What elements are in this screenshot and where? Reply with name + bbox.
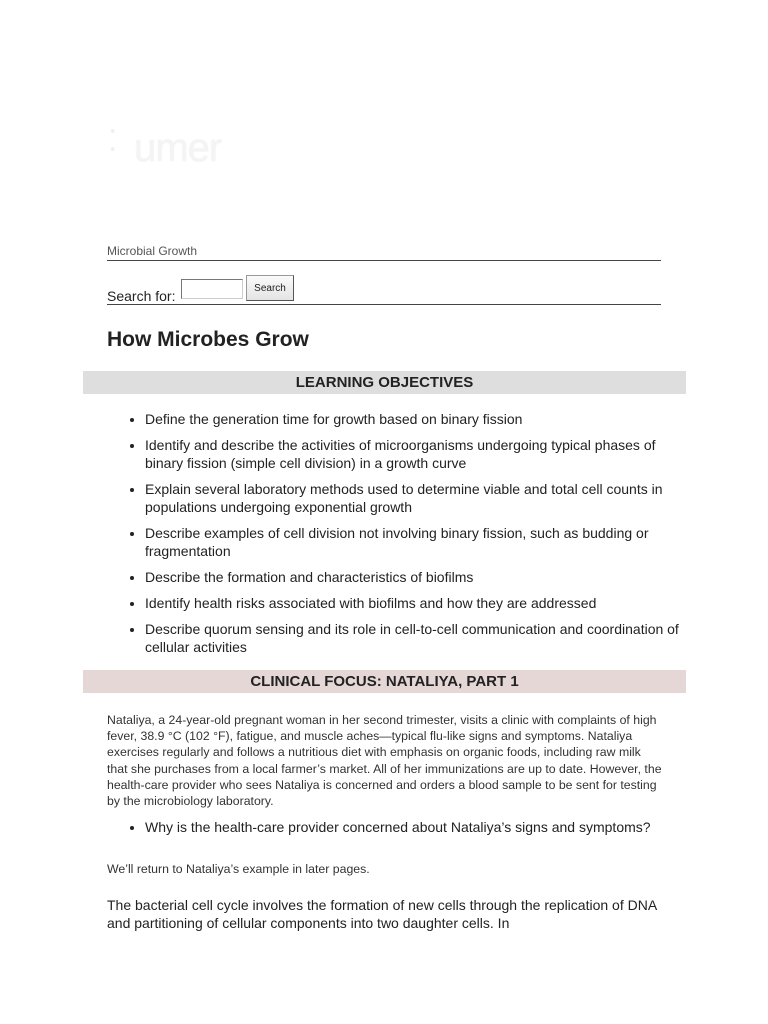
list-item: • Define the generation time for growth based on binary fission bbox=[145, 410, 685, 428]
list-item: • Describe the formation and characteristics of biofilms bbox=[145, 568, 685, 586]
list-item: • Describe examples of cell division not involving binary fission, such as budding or fragmentation bbox=[145, 524, 685, 560]
search-input[interactable] bbox=[181, 279, 243, 299]
list-item: • Identify health risks associated with biofilms and how they are addressed bbox=[145, 594, 685, 612]
search-bar bbox=[107, 272, 661, 305]
learning-objectives-heading: LEARNING OBJECTIVES bbox=[83, 371, 686, 394]
search-button[interactable]: Search bbox=[246, 275, 294, 301]
list-item: • Explain several laboratory methods used to determine viable and total cell counts in populations undergoing exponential growth bbox=[145, 480, 685, 516]
logo-text: umer bbox=[134, 126, 222, 170]
list-item: • Describe quorum sensing and its role in cell-to-cell communication and coordination of cellular activities bbox=[145, 620, 685, 656]
logo-mark-icon: ⁚ bbox=[108, 125, 118, 158]
breadcrumb[interactable]: Microbial Growth bbox=[107, 243, 661, 261]
body-paragraph: The bacterial cell cycle involves the formation of new cells through the replication of DNA and partitioning of cellular components into two daughter cells. In bbox=[107, 897, 657, 931]
clinical-question-list bbox=[107, 818, 685, 836]
list-item: • Identify and describe the activities of microorganisms undergoing typical phases of binary fission (simple cell division) in a growth curve bbox=[145, 436, 685, 472]
learning-objectives-list bbox=[107, 410, 685, 664]
list-item: • Why is the health-care provider concerned about Nataliya’s signs and symptoms? bbox=[145, 818, 685, 836]
clinical-focus-paragraph: Nataliya, a 24-year-old pregnant woman in her second trimester, visits a clinic with complaints of high fever, 38.9 °C (102 °F), fatigue, and muscle aches—typical flu-like signs and symptoms. Nataliya exercises regularly and follows a nutritious diet with emphasis on organic foods, including raw milk that she purchases from a local farmer’s market. All of her immunizations are up to date. However, the health-care provider who sees Nataliya is concerned and orders a blood sample to be sent for testing by the microbiology laboratory. bbox=[107, 713, 662, 809]
page-title: How Microbes Grow bbox=[107, 328, 309, 351]
search-label: Search for: bbox=[107, 288, 176, 304]
return-note: We’ll return to Nataliya’s example in later pages. bbox=[107, 862, 370, 876]
site-logo bbox=[108, 126, 258, 186]
clinical-focus-heading: CLINICAL FOCUS: NATALIYA, PART 1 bbox=[83, 670, 686, 693]
